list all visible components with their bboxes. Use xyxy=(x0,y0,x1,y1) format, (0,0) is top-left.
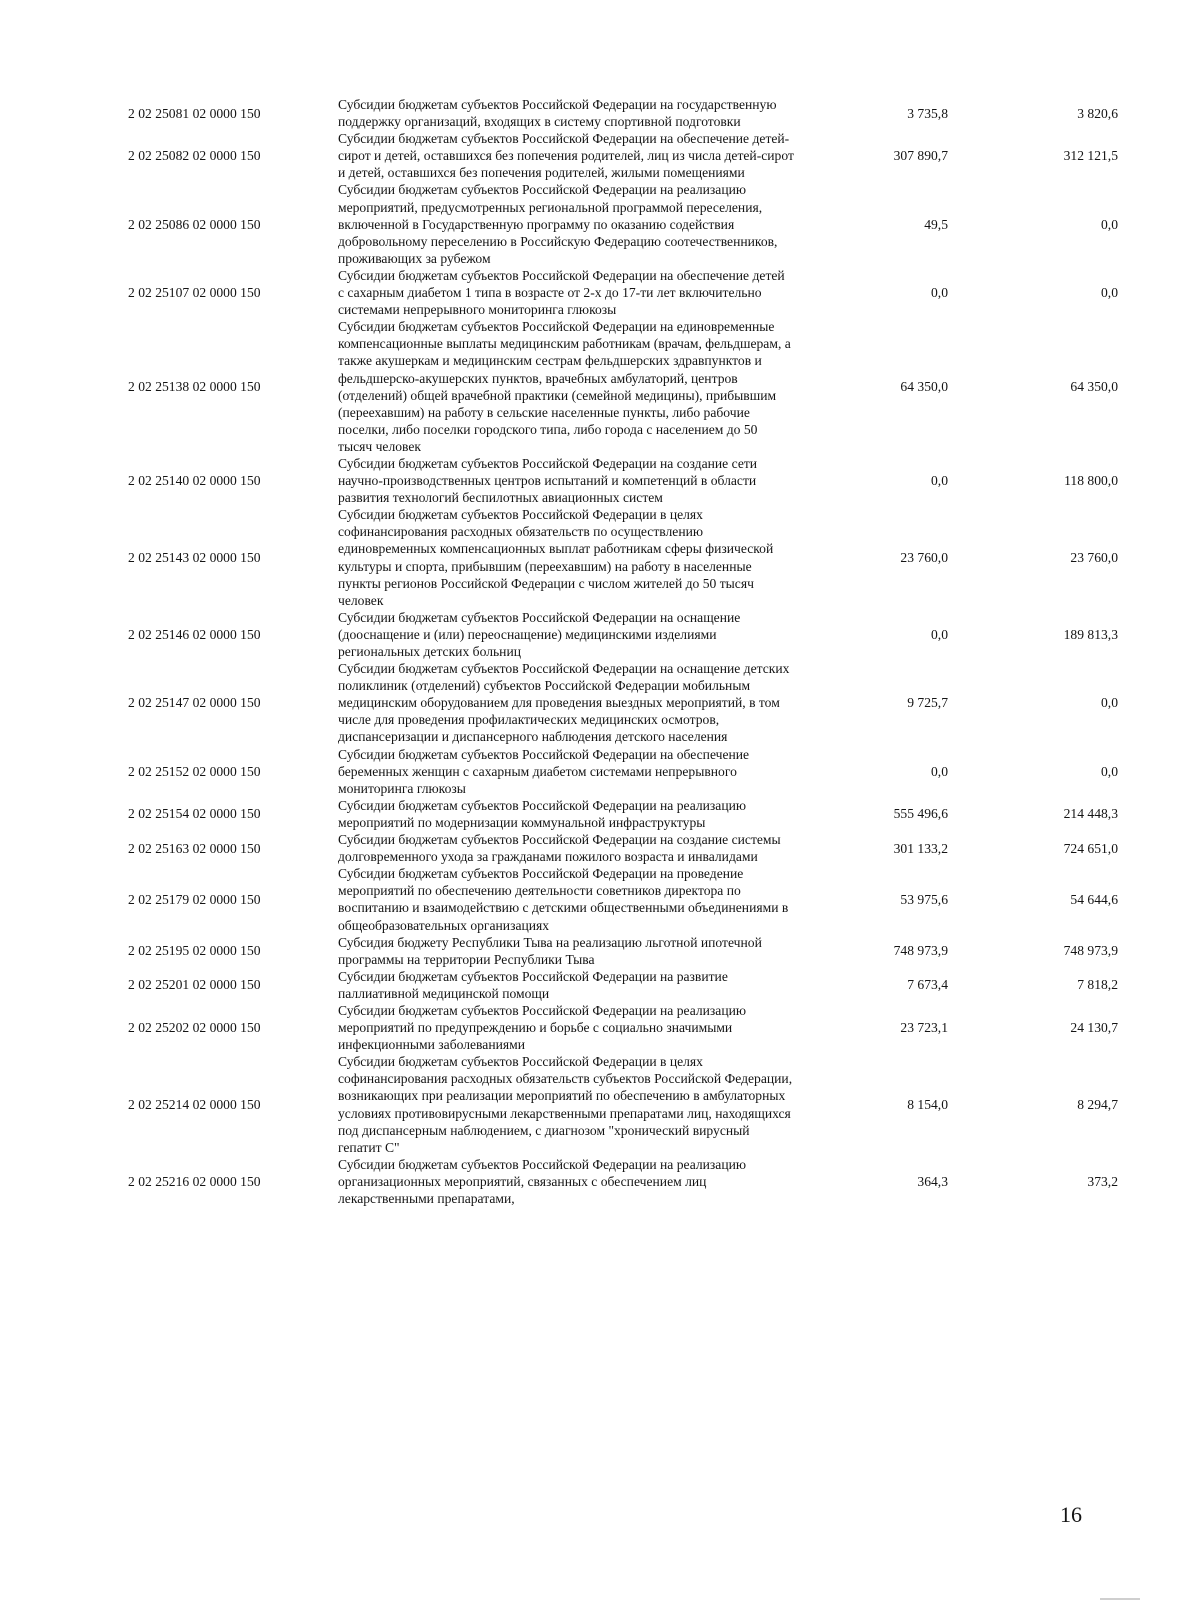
budget-code-cell: 2 02 25147 02 0000 150 xyxy=(128,695,261,711)
value-year2-cell: 312 121,5 xyxy=(1063,148,1118,164)
budget-code-cell: 2 02 25140 02 0000 150 xyxy=(128,473,261,489)
description-cell: Субсидия бюджету Республики Тыва на реализацию льготной ипотечной программы на территории Республики Тыва xyxy=(338,934,762,967)
value-year2-cell: 24 130,7 xyxy=(1070,1020,1118,1036)
table-row xyxy=(128,1053,1118,1156)
description-cell: Субсидии бюджетам субъектов Российской Федерации на обеспечение детей-сирот и детей, оставшихся без попечения родителей, лиц из числа детей-сирот и детей, оставшихся без попечения родителей, жилыми помещениями xyxy=(338,131,794,181)
value-year1-cell: 301 133,2 xyxy=(893,840,948,856)
value-year1-cell: 555 496,6 xyxy=(893,806,948,822)
table-row xyxy=(128,609,1118,660)
description-cell: Субсидии бюджетам субъектов Российской Федерации на проведение мероприятий по обеспечению деятельности советников директора по воспитанию и взаимодействию с детскими общественными объединениями в общеобразовательных организациях xyxy=(338,866,789,933)
table-row xyxy=(128,660,1118,745)
value-year2-cell: 0,0 xyxy=(1101,216,1118,232)
value-year2-cell: 64 350,0 xyxy=(1070,379,1118,395)
value-year2-cell: 214 448,3 xyxy=(1063,806,1118,822)
value-year2-cell: 748 973,9 xyxy=(1063,943,1118,959)
value-year1-cell: 7 673,4 xyxy=(907,977,948,993)
value-year1-cell: 0,0 xyxy=(931,285,948,301)
description-cell: Субсидии бюджетам субъектов Российской Федерации на обеспечение беременных женщин с сахарным диабетом системами непрерывного мониторинга глюкозы xyxy=(338,746,750,796)
budget-code-cell: 2 02 25201 02 0000 150 xyxy=(128,977,261,993)
table-row xyxy=(128,934,1118,968)
table-row xyxy=(128,130,1118,181)
table-row xyxy=(128,797,1118,831)
budget-code-cell: 2 02 25152 02 0000 150 xyxy=(128,763,261,779)
value-year1-cell: 748 973,9 xyxy=(893,943,948,959)
page-number: 16 xyxy=(1060,1502,1082,1527)
description-cell: Субсидии бюджетам субъектов Российской Федерации на реализацию организационных мероприятий, связанных с обеспечением лиц лекарственными препаратами, xyxy=(338,1156,747,1206)
value-year1-cell: 0,0 xyxy=(931,473,948,489)
description-cell: Субсидии бюджетам субъектов Российской Федерации на единовременные компенсационные выплаты медицинским работникам (врачам, фельдшерам, а также акушеркам и медицинским сестрам фельдшерских здравпунктов и фельдшерско-акушерских пунктов, врачебных амбулаторий, центров (отделений) общей врачебной практики (семейной медицины), прибывшим (переехавшим) на работу в сельские населенные пункты, либо рабочие поселки, либо поселки городского типа, либо города с населением до 50 тысяч человек xyxy=(338,319,791,454)
table-row xyxy=(128,831,1118,865)
table-row xyxy=(128,746,1118,797)
description-cell: Субсидии бюджетам субъектов Российской Федерации на реализацию мероприятий, предусмотренных региональной программой переселения, включенной в Государственную программу по оказанию содействия добровольному переселению в Российскую Федерацию соотечественников, проживающих за рубежом xyxy=(338,182,778,266)
budget-code-cell: 2 02 25195 02 0000 150 xyxy=(128,943,261,959)
budget-code-cell: 2 02 25202 02 0000 150 xyxy=(128,1020,261,1036)
budget-code-cell: 2 02 25179 02 0000 150 xyxy=(128,891,261,907)
value-year1-cell: 0,0 xyxy=(931,626,948,642)
budget-code-cell: 2 02 25216 02 0000 150 xyxy=(128,1173,261,1189)
description-cell: Субсидии бюджетам субъектов Российской Федерации на оснащение детских поликлиник (отделений) субъектов Российской Федерации мобильным медицинским оборудованием для проведения выездных мероприятий, в том числе для проведения профилактических медицинских осмотров, диспансеризации и диспансерного наблюдения детского населения xyxy=(338,661,790,745)
budget-code-cell: 2 02 25138 02 0000 150 xyxy=(128,379,261,395)
value-year2-cell: 23 760,0 xyxy=(1070,549,1118,565)
budget-code-cell: 2 02 25146 02 0000 150 xyxy=(128,626,261,642)
value-year2-cell: 189 813,3 xyxy=(1063,626,1118,642)
value-year2-cell: 7 818,2 xyxy=(1077,977,1118,993)
value-year2-cell: 8 294,7 xyxy=(1077,1096,1118,1112)
value-year1-cell: 49,5 xyxy=(924,216,948,232)
value-year2-cell: 373,2 xyxy=(1087,1173,1118,1189)
revenue-table xyxy=(128,96,1118,1207)
value-year1-cell: 53 975,6 xyxy=(900,891,948,907)
table-row xyxy=(128,181,1118,266)
budget-code-cell: 2 02 25081 02 0000 150 xyxy=(128,105,261,121)
value-year1-cell: 3 735,8 xyxy=(907,105,948,121)
budget-code-cell: 2 02 25154 02 0000 150 xyxy=(128,806,261,822)
value-year2-cell: 118 800,0 xyxy=(1064,473,1118,489)
description-cell: Субсидии бюджетам субъектов Российской Федерации на создание системы долговременного ухода за гражданами пожилого возраста и инвалидами xyxy=(338,832,781,865)
table-row xyxy=(128,455,1118,506)
budget-code-cell: 2 02 25082 02 0000 150 xyxy=(128,148,261,164)
table-row xyxy=(128,865,1118,933)
description-cell: Субсидии бюджетам субъектов Российской Федерации на обеспечение детей с сахарным диабетом 1 типа в возрасте от 2-х до 17-ти лет включительно системами непрерывного мониторинга глюкозы xyxy=(338,267,785,318)
table-row xyxy=(128,1002,1118,1053)
value-year1-cell: 64 350,0 xyxy=(900,379,948,395)
value-year1-cell: 0,0 xyxy=(931,763,948,779)
budget-code-cell: 2 02 25086 02 0000 150 xyxy=(128,216,261,232)
table-row xyxy=(128,318,1118,455)
value-year1-cell: 8 154,0 xyxy=(907,1096,948,1112)
description-cell: Субсидии бюджетам субъектов Российской Федерации на государственную поддержку организаций, входящих в систему спортивной подготовки xyxy=(338,97,777,130)
value-year2-cell: 724 651,0 xyxy=(1063,840,1118,856)
value-year2-cell: 0,0 xyxy=(1101,695,1118,711)
value-year1-cell: 23 760,0 xyxy=(900,549,948,565)
budget-code-cell: 2 02 25163 02 0000 150 xyxy=(128,840,261,856)
scan-mark xyxy=(1100,1598,1140,1600)
description-cell: Субсидии бюджетам субъектов Российской Федерации на оснащение (дооснащение и (или) переоснащение) медицинскими изделиями региональных детских больниц xyxy=(338,609,741,659)
budget-code-cell: 2 02 25214 02 0000 150 xyxy=(128,1096,261,1112)
table-row xyxy=(128,968,1118,1002)
description-cell: Субсидии бюджетам субъектов Российской Федерации на реализацию мероприятий по модернизации коммунальной инфраструктуры xyxy=(338,797,747,830)
table-row xyxy=(128,506,1118,609)
value-year2-cell: 54 644,6 xyxy=(1070,891,1118,907)
table-row xyxy=(128,1156,1118,1207)
value-year2-cell: 0,0 xyxy=(1101,763,1118,779)
description-cell: Субсидии бюджетам субъектов Российской Федерации на реализацию мероприятий по предупреждению и борьбе с социально значимыми инфекционными заболеваниями xyxy=(338,1002,747,1053)
value-year1-cell: 23 723,1 xyxy=(900,1020,948,1036)
table-row xyxy=(128,267,1118,318)
description-cell: Субсидии бюджетам субъектов Российской Федерации в целях софинансирования расходных обязательств по осуществлению единовременных компенсационных выплат работникам сферы физической культуры и спорта, прибывшим (переехавшим) на работу в населенные пункты регионов Российской Федерации с числом жителей до 50 тысяч человек xyxy=(338,507,774,608)
table-row xyxy=(128,96,1118,130)
table-body xyxy=(128,96,1118,1207)
budget-code-cell: 2 02 25107 02 0000 150 xyxy=(128,285,261,301)
budget-code-cell: 2 02 25143 02 0000 150 xyxy=(128,549,261,565)
description-cell: Субсидии бюджетам субъектов Российской Федерации на развитие паллиативной медицинской помощи xyxy=(338,968,728,1001)
value-year1-cell: 307 890,7 xyxy=(893,148,948,164)
description-cell: Субсидии бюджетам субъектов Российской Федерации в целях софинансирования расходных обязательств субъектов Российской Федерации, возникающих при реализации мероприятий по обеспечению в амбулаторных условиях противовирусными лекарственными препаратами лиц, находящихся под диспансерным наблюдением, с диагнозом "хронический вирусный гепатит С" xyxy=(338,1054,793,1155)
value-year2-cell: 3 820,6 xyxy=(1077,105,1118,121)
value-year1-cell: 364,3 xyxy=(917,1173,948,1189)
value-year2-cell: 0,0 xyxy=(1101,285,1118,301)
value-year1-cell: 9 725,7 xyxy=(907,695,948,711)
description-cell: Субсидии бюджетам субъектов Российской Федерации на создание сети научно-производственных центров испытаний и компетенций в области развития технологий беспилотных авиационных систем xyxy=(338,455,758,506)
